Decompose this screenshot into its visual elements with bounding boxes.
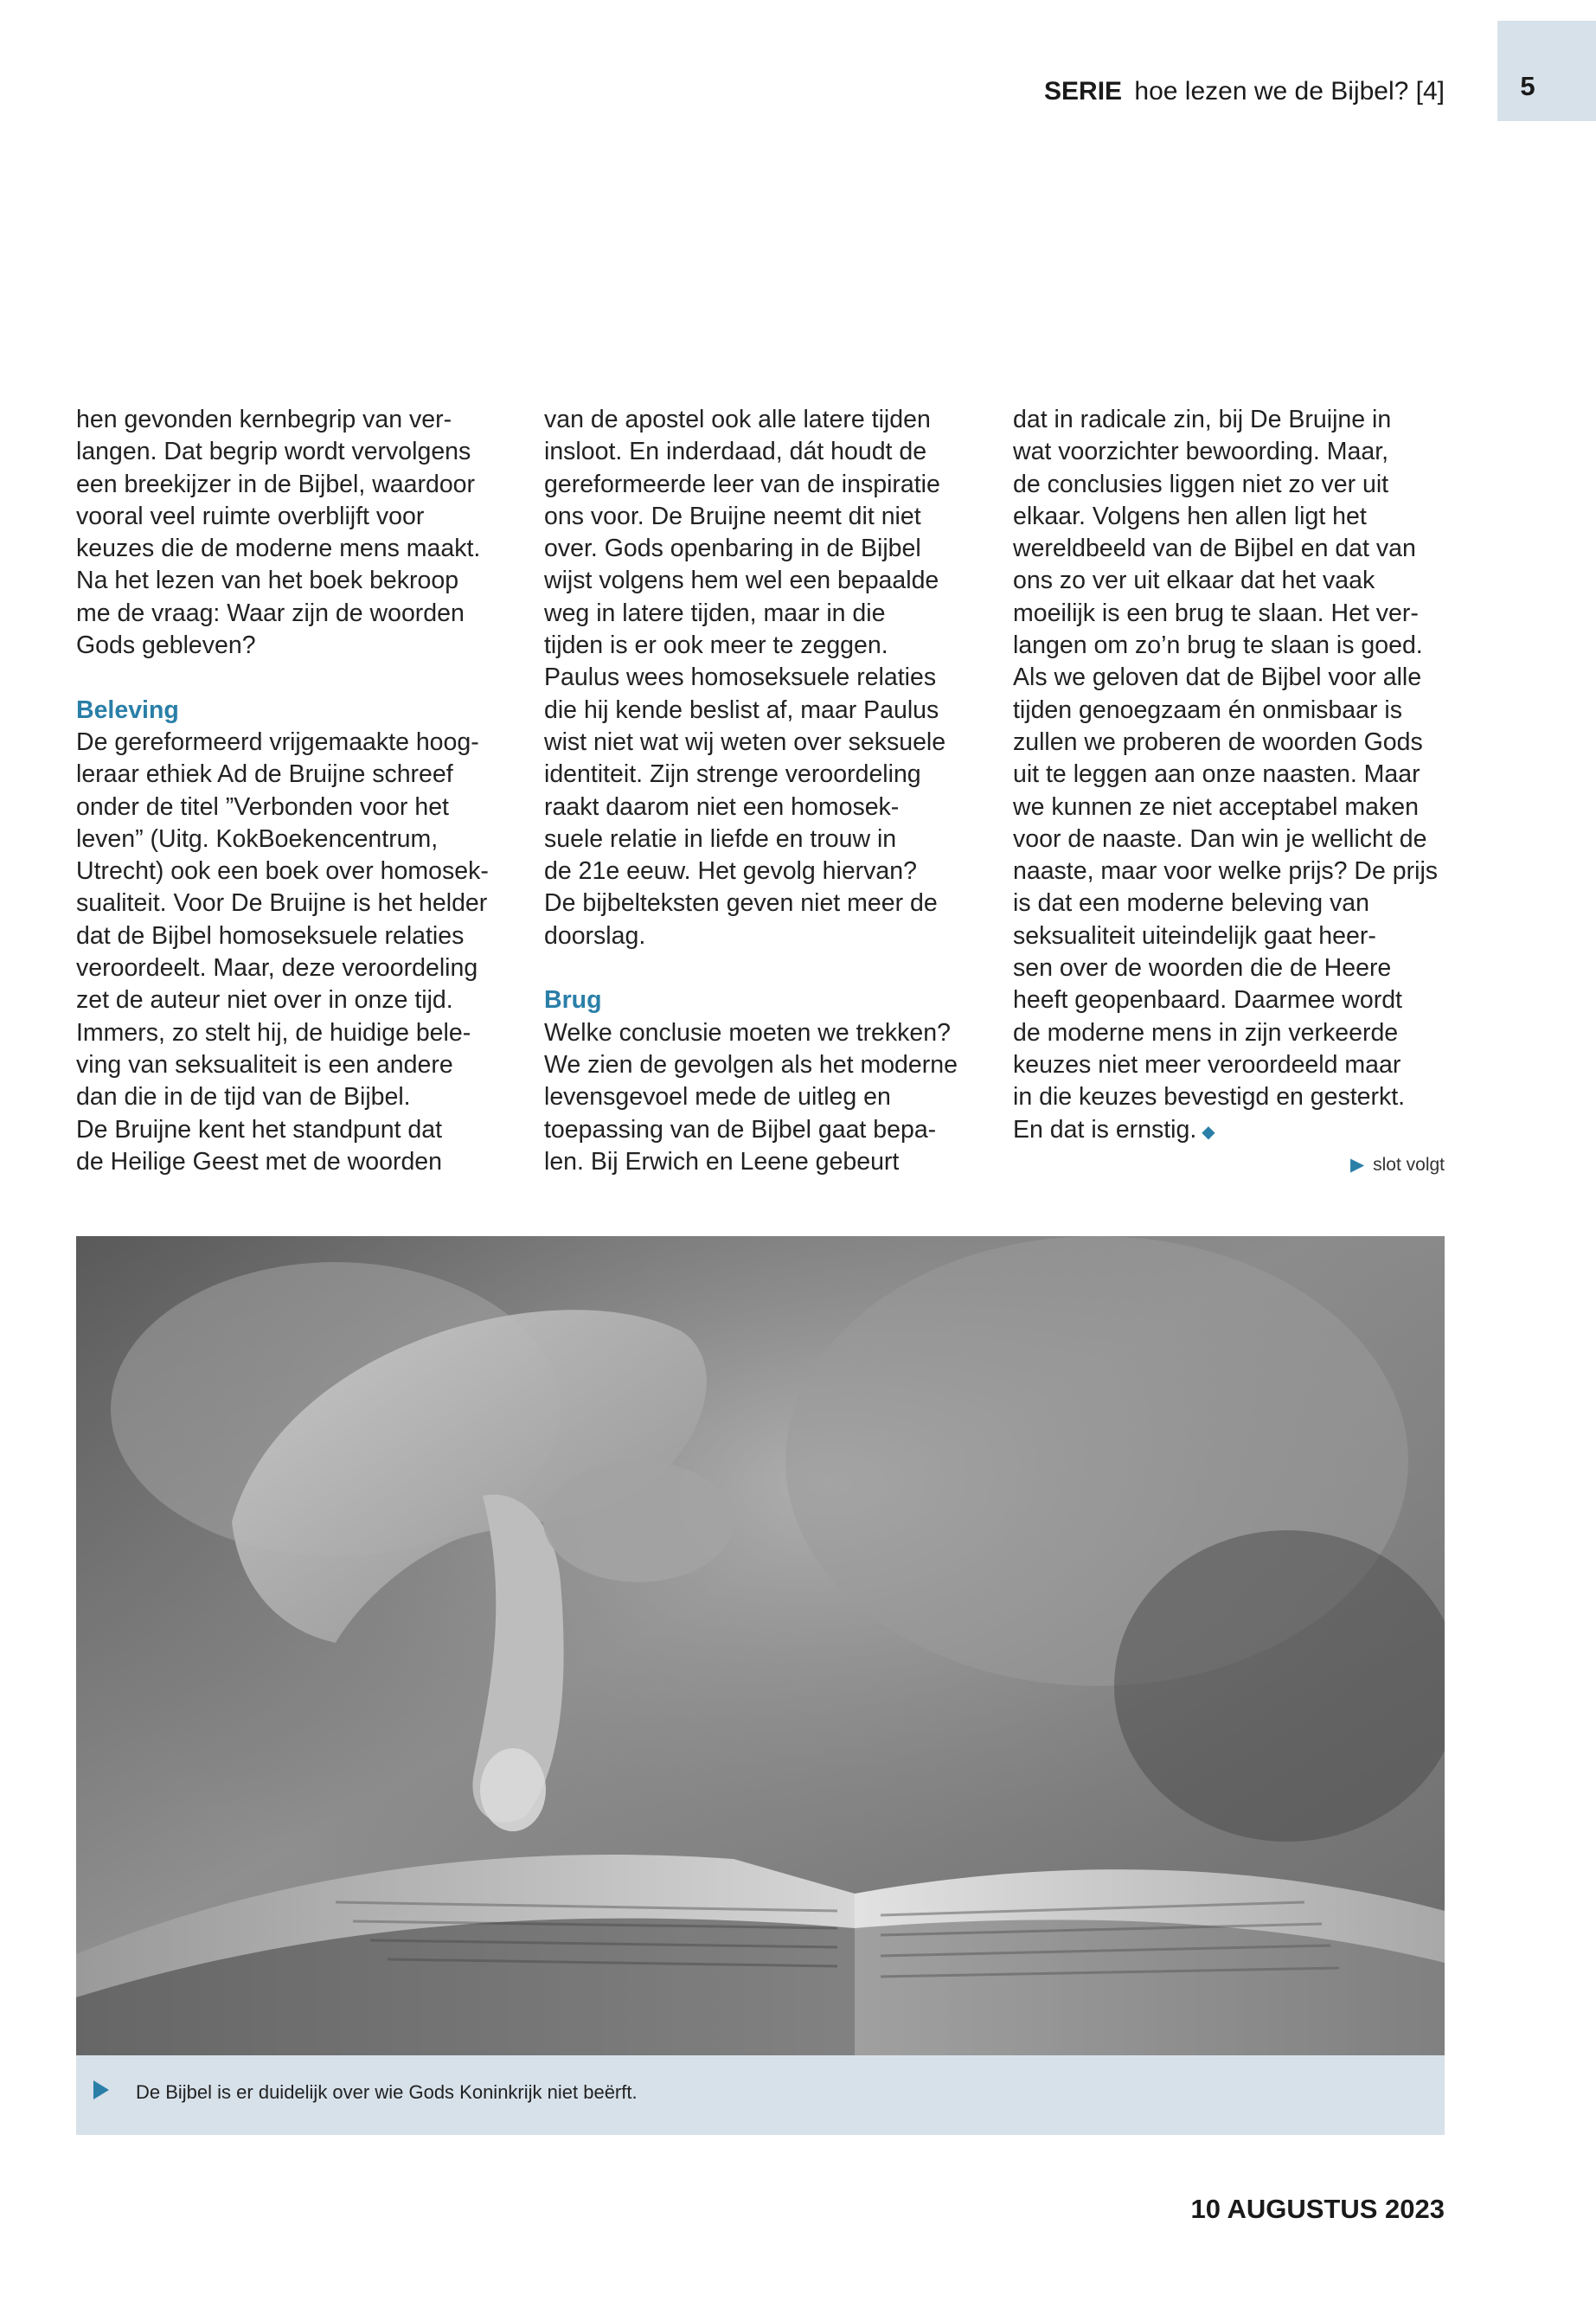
text-line: Welke conclusie moeten we trekken? bbox=[544, 1018, 951, 1047]
text-line: toepassing van de Bijbel gaat bepa- bbox=[544, 1115, 937, 1144]
text-line: ving van seksualiteit is een andere bbox=[76, 1050, 453, 1079]
text-line: in die keuzes bevestigd en gesterkt. bbox=[1013, 1083, 1406, 1112]
text-line: de moderne mens in zijn verkeerde bbox=[1013, 1018, 1399, 1047]
text-line: moeilijk is een brug te slaan. Het ver- bbox=[1013, 599, 1419, 627]
text-line: wist niet wat wij weten over seksuele bbox=[544, 727, 946, 756]
text-line: de Heilige Geest met de woorden bbox=[76, 1147, 442, 1176]
text-line: Immers, zo stelt hij, de huidige bele- bbox=[76, 1018, 471, 1047]
caption-arrow-icon bbox=[93, 2080, 109, 2099]
text-line: keuzes die de moderne mens maakt. bbox=[76, 535, 481, 563]
text-line: De gereformeerd vrijgemaakte hoog- bbox=[76, 727, 479, 756]
issue-date: 10 AUGUSTUS 2023 bbox=[1190, 2194, 1445, 2224]
series-title: hoe lezen we de Bijbel? [4] bbox=[1134, 77, 1445, 106]
text-line: leven” (Uitg. KokBoekencentrum, bbox=[76, 824, 439, 853]
text-line: vooral veel ruimte overblijft voor bbox=[76, 502, 425, 530]
closing-sentence: En dat is ernstig. bbox=[1013, 1115, 1197, 1144]
caption-text: De Bijbel is er duidelijk over wie Gods Koninkrijk niet beërft. bbox=[136, 2081, 638, 2103]
text-line: Als we geloven dat de Bijbel voor alle bbox=[1013, 663, 1422, 692]
end-diamond-icon: ◆ bbox=[1202, 1122, 1215, 1142]
text-line: Paulus wees homoseksuele relaties bbox=[544, 663, 937, 692]
continued-note bbox=[1350, 1154, 1445, 1176]
text-line: een breekijzer in de Bijbel, waardoor bbox=[76, 470, 476, 498]
text-line: gereformeerde leer van de inspiratie bbox=[544, 470, 940, 498]
text-line: voor de naaste. Dan win je wellicht de bbox=[1013, 824, 1427, 853]
text-line: wat voorzichter bewoording. Maar, bbox=[1013, 438, 1389, 466]
text-line: leraar ethiek Ad de Bruijne schreef bbox=[76, 760, 453, 789]
text-line: die hij kende beslist af, maar Paulus bbox=[544, 695, 939, 724]
subhead-beleving: Beleving bbox=[76, 695, 179, 724]
text-line: tijden is er ook meer te zeggen. bbox=[544, 631, 888, 660]
text-line: me de vraag: Waar zijn de woorden bbox=[76, 599, 465, 627]
text-line: raakt daarom niet een homosek- bbox=[544, 792, 900, 821]
text-line: insloot. En inderdaad, dát houdt de bbox=[544, 438, 927, 466]
column-1-paragraph-1 bbox=[76, 404, 522, 662]
text-line: over. Gods openbaring in de Bijbel bbox=[544, 535, 921, 563]
text-line: langen. Dat begrip wordt vervolgens bbox=[76, 438, 471, 466]
text-line: tijden genoegzaam én onmisbaar is bbox=[1013, 695, 1402, 724]
series-label: SERIE bbox=[1044, 77, 1123, 106]
text-line: identiteit. Zijn strenge veroordeling bbox=[544, 760, 921, 789]
text-line: seksualiteit uiteindelijk gaat heer- bbox=[1013, 921, 1376, 950]
text-line: suele relatie in liefde en trouw in bbox=[544, 824, 897, 853]
text-line: de conclusies liggen niet zo ver uit bbox=[1013, 470, 1389, 498]
column-2-paragraph-1 bbox=[544, 404, 990, 952]
text-line: zet de auteur niet over in onze tijd. bbox=[76, 986, 453, 1015]
text-line: heeft geopenbaard. Daarmee wordt bbox=[1013, 986, 1402, 1015]
text-line: De bijbelteksten geven niet meer de bbox=[544, 889, 938, 918]
text-line: levensgevoel mede de uitleg en bbox=[544, 1083, 891, 1112]
text-line-last bbox=[1013, 1114, 1458, 1149]
bible-illustration bbox=[76, 1236, 1445, 2055]
text-line: De Bruijne kent het standpunt dat bbox=[76, 1115, 443, 1144]
running-header bbox=[1044, 77, 1445, 106]
text-line: zullen we proberen de woorden Gods bbox=[1013, 727, 1423, 756]
column-1-paragraph-2 bbox=[76, 727, 522, 1178]
text-line: onder de titel ”Verbonden voor het bbox=[76, 792, 449, 821]
text-line: dat in radicale zin, bij De Bruijne in bbox=[1013, 406, 1392, 433]
text-line: we kunnen ze niet acceptabel maken bbox=[1013, 792, 1419, 821]
page-number: 5 bbox=[1520, 71, 1535, 101]
text-line: is dat een moderne beleving van bbox=[1013, 889, 1369, 918]
text-line: doorslag. bbox=[544, 921, 646, 950]
text-line: sualiteit. Voor De Bruijne is het helder bbox=[76, 889, 488, 918]
photo-caption bbox=[76, 2055, 1445, 2135]
article-column-1 bbox=[76, 404, 522, 1178]
text-line: keuzes niet meer veroordeeld maar bbox=[1013, 1050, 1401, 1079]
text-line: Na het lezen van het boek bekroop bbox=[76, 567, 459, 595]
text-line: uit te leggen aan onze naasten. Maar bbox=[1013, 760, 1420, 789]
text-line: elkaar. Volgens hen allen ligt het bbox=[1013, 502, 1367, 530]
text-line: veroordeelt. Maar, deze veroordeling bbox=[76, 954, 478, 983]
text-line: dan die in de tijd van de Bijbel. bbox=[76, 1083, 411, 1112]
text-line: Gods gebleven? bbox=[76, 631, 256, 660]
text-line: len. Bij Erwich en Leene gebeurt bbox=[544, 1147, 900, 1176]
text-line: wereldbeeld van de Bijbel en dat van bbox=[1013, 535, 1416, 563]
text-line: Utrecht) ook een boek over homosek- bbox=[76, 857, 489, 886]
play-arrow-icon: ▶ bbox=[1349, 1155, 1365, 1175]
text-line: langen om zo’n brug te slaan is goed. bbox=[1013, 631, 1423, 660]
text-line: sen over de woorden die de Heere bbox=[1013, 954, 1392, 983]
text-line: We zien de gevolgen als het moderne bbox=[544, 1050, 958, 1079]
article-column-3 bbox=[1013, 404, 1458, 1149]
bible-photo bbox=[76, 1236, 1445, 2055]
text-line: wijst volgens hem wel een bepaalde bbox=[544, 567, 939, 595]
continued-label: slot volgt bbox=[1373, 1155, 1445, 1175]
article-column-2 bbox=[544, 404, 990, 1178]
text-line: dat de Bijbel homoseksuele relaties bbox=[76, 921, 465, 950]
text-line: ons voor. De Bruijne neemt dit niet bbox=[544, 502, 921, 530]
text-line: naaste, maar voor welke prijs? De prijs bbox=[1013, 857, 1439, 886]
text-line: de 21e eeuw. Het gevolg hiervan? bbox=[544, 857, 917, 886]
column-2-paragraph-2 bbox=[544, 1017, 990, 1178]
subhead-brug: Brug bbox=[544, 986, 602, 1015]
text-line: van de apostel ook alle latere tijden bbox=[544, 406, 931, 433]
text-line: ons zo ver uit elkaar dat het vaak bbox=[1013, 567, 1375, 595]
text-line: hen gevonden kernbegrip van ver- bbox=[76, 406, 452, 433]
text-line: weg in latere tijden, maar in die bbox=[544, 599, 886, 627]
